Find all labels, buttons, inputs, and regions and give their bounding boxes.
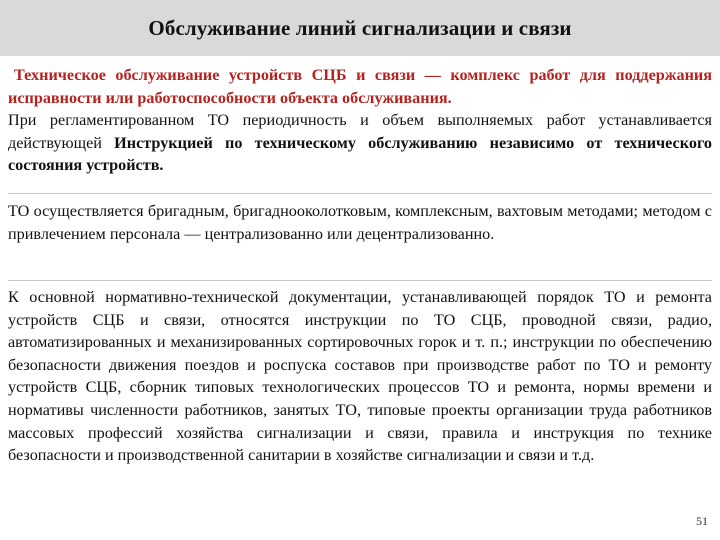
instruction-reference: Инструкцией по техническому обслуживанию независимо от технического состояния устройств. xyxy=(8,133,712,175)
methods-paragraph: ТО осуществляется бригадным, бригаднооколотковым, комплексным, вахтовым методами; методом с привлечением персонала — централизованно или децентрализованно. xyxy=(8,202,712,243)
definition-paragraph xyxy=(8,64,712,109)
documentation-block xyxy=(8,286,712,467)
regulated-text-prefix: При регламентированном ТО периодичность и объем выполняемых работ устанавливается действующей xyxy=(8,111,712,152)
divider xyxy=(8,193,712,194)
page-number: 51 xyxy=(696,514,708,528)
slide-title: Обслуживание линий сигнализации и связи xyxy=(148,15,572,40)
documentation-paragraph: К основной нормативно-технической документации, устанавливающей порядок ТО и ремонта устройств СЦБ и связи, относятся инструкции по ТО СЦБ, проводной связи, радио, автоматизированных и механизированных сортировочных горок и т. п.; инструкции по обеспечению безопасности движения поездов и роспуска составов при производстве работ по ТО и ремонту устройств СЦБ, сборник типовых технологических процессов ТО и ремонта, нормы времени и нормативы численности работников, занятых ТО, типовые проекты организации труда работников массовых профессий хозяйства сигнализации и связи, правила и инструкция по технике безопасности и производственной санитарии в хозяйстве сигнализации и связи и т.д. xyxy=(8,288,712,465)
divider xyxy=(8,280,712,281)
definition-text: Техническое обслуживание устройств СЦБ и связи — комплекс работ для поддержания исправности или работоспособности объекта обслуживания. xyxy=(8,66,712,107)
regulated-paragraph xyxy=(8,109,712,177)
slide-header xyxy=(0,0,720,56)
methods-block xyxy=(8,200,712,245)
intro-block xyxy=(8,64,712,177)
